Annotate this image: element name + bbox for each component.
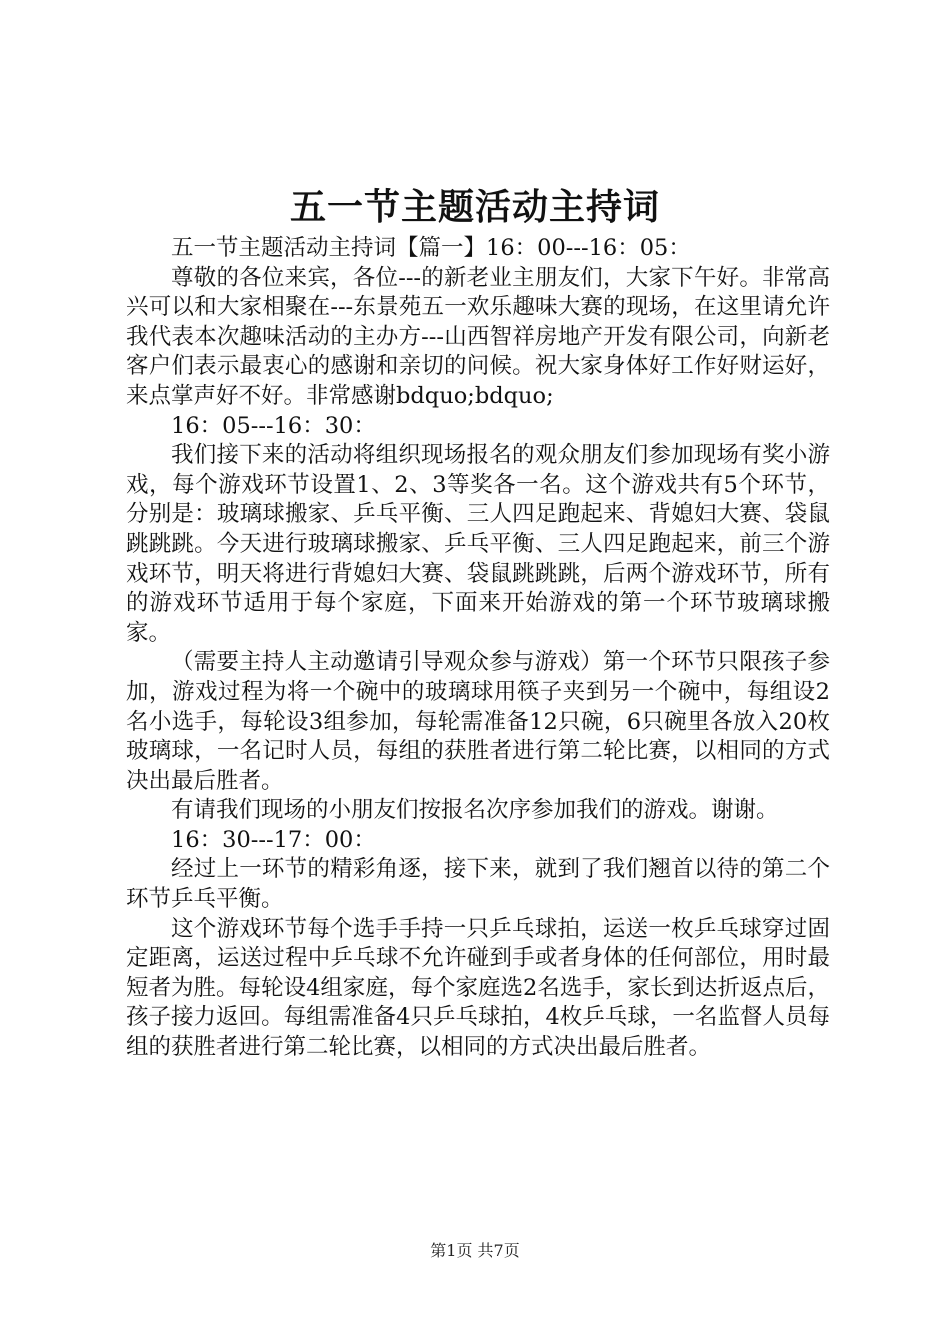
page-number-footer: 第1页 共7页 xyxy=(430,1241,520,1260)
paragraph-game-1-rules: （需要主持人主动邀请引导观众参与游戏）第一个环节只限孩子参加，游戏过程为将一个碗中的玻璃球用筷子夹到另一个碗中，每组设2名小选手，每轮设3组参加，每轮需准备12只碗，6只碗里各放入20枚玻璃球，一名记时人员，每组的获胜者进行第二轮比赛，以相同的方式决出最后胜者。 xyxy=(126,649,830,794)
paragraph-invite: 有请我们现场的小朋友们按报名次序参加我们的游戏。谢谢。 xyxy=(171,797,779,824)
document-body xyxy=(126,234,830,1063)
paragraph-transition: 经过上一环节的精彩角逐，接下来，就到了我们翘首以待的第二个环节乒乓平衡。 xyxy=(126,856,830,913)
paragraph-games-overview: 我们接下来的活动将组织现场报名的观众朋友们参加现场有奖小游戏，每个游戏环节设置1、2、3等奖各一名。这个游戏共有5个环节，分别是：玻璃球搬家、乒乓平衡、三人四足跑起来、背媳妇大赛、袋鼠跳跳跳。今天进行玻璃球搬家、乒乓平衡、三人四足跑起来，前三个游戏环节，明天将进行背媳妇大赛、袋鼠跳跳跳，后两个游戏环节，所有的游戏环节适用于每个家庭，下面来开始游戏的第一个环节玻璃球搬家。 xyxy=(126,442,830,646)
paragraph-intro: 五一节主题活动主持词【篇一】16：00---16：05： xyxy=(171,235,691,261)
paragraph-time-2: 16：30---17：00： xyxy=(171,826,376,853)
paragraph-welcome: 尊敬的各位来宾，各位---的新老业主朋友们，大家下午好。非常高兴可以和大家相聚在---东景苑五一欢乐趣味大赛的现场，在这里请允许我代表本次趣味活动的主办方---山西智祥房地产开发有限公司，向新老客户们表示最衷心的感谢和亲切的问候。祝大家身体好工作好财运好，来点掌声好不好。非常感谢bdquo;bdquo; xyxy=(126,264,830,409)
document-title: 五一节主题活动主持词 xyxy=(289,187,660,228)
paragraph-game-2-rules: 这个游戏环节每个选手手持一只乒乓球拍，运送一枚乒乓球穿过固定距离，运送过程中乒乓球不允许碰到手或者身体的任何部位，用时最短者为胜。每轮设4组家庭，每个家庭选2名选手，家长到达折返点后，孩子接力返回。每组需准备4只乒乓球拍，4枚乒乓球，一名监督人员每组的获胜者进行第二轮比赛，以相同的方式决出最后胜者。 xyxy=(126,915,830,1061)
paragraph-time-1: 16：05---16：30： xyxy=(171,412,376,439)
